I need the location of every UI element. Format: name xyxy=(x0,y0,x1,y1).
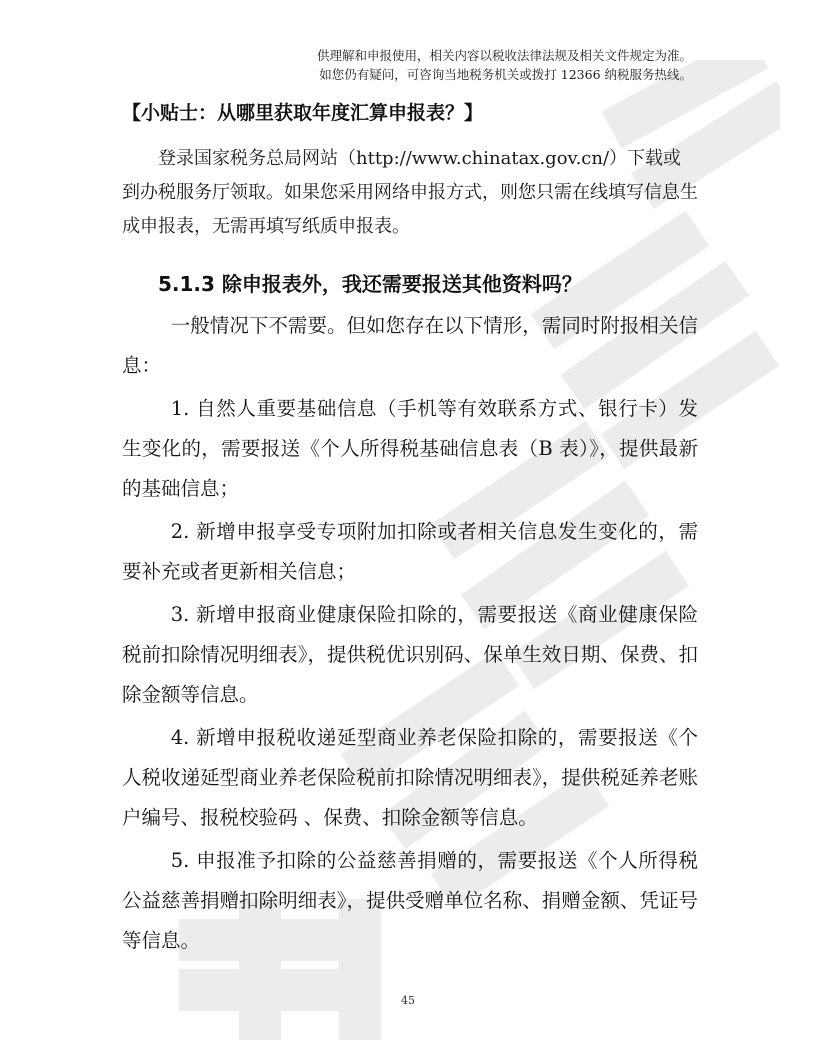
paragraph-item-1: 1. 自然人重要基础信息（手机等有效联系方式、银行卡）发生变化的，需要报送《个人所得税基础信息表（B 表）》，提供最新的基础信息； xyxy=(122,397,698,500)
header-line-2: 如您仍有疑问，可咨询当地税务机关或拨打 12366 纳税服务热线。 xyxy=(319,67,692,82)
paragraph-item-2: 2. 新增申报享受专项附加扣除或者相关信息发生变化的，需要补充或者更新相关信息； xyxy=(122,520,698,583)
section-content xyxy=(122,306,698,964)
paragraph-item-5: 5. 申报准予扣除的公益慈善捐赠的，需要报送《个人所得税公益慈善捐赠扣除明细表》，提供受赠单位名称、捐赠金额、凭证号等信息。 xyxy=(122,849,698,952)
section-heading: 5.1.3 除申报表外，我还需要报送其他资料吗？ xyxy=(158,272,582,296)
paragraph-item-4: 4. 新增申报税收递延型商业养老保险扣除的，需要报送《个人税收递延型商业养老保险税前扣除情况明细表》，提供税延养老账户编号、报税校验码 、保费、扣除金额等信息。 xyxy=(122,726,698,829)
header-disclaimer xyxy=(132,46,692,84)
paragraph-item-3: 3. 新增申报商业健康保险扣除的，需要报送《商业健康保险税前扣除情况明细表》，提供税优识别码、保单生效日期、保费、扣除金额等信息。 xyxy=(122,603,698,706)
tip-title: 【小贴士：从哪里获取年度汇算申报表？】 xyxy=(122,102,484,124)
page-number: 45 xyxy=(401,994,415,1007)
header-line-1: 供理解和申报使用，相关内容以税收法律法规及相关文件规定为准。 xyxy=(316,48,692,63)
paragraph-intro: 一般情况下不需要。但如您存在以下情形，需同时附报相关信息： xyxy=(122,314,698,377)
tip-body: 登录国家税务总局网站（http://www.chinatax.gov.cn/）下载或到办税服务厅领取。如果您采用网络申报方式，则您只需在线填写信息生成申报表，无需再填写纸质申报表。 xyxy=(122,148,698,237)
